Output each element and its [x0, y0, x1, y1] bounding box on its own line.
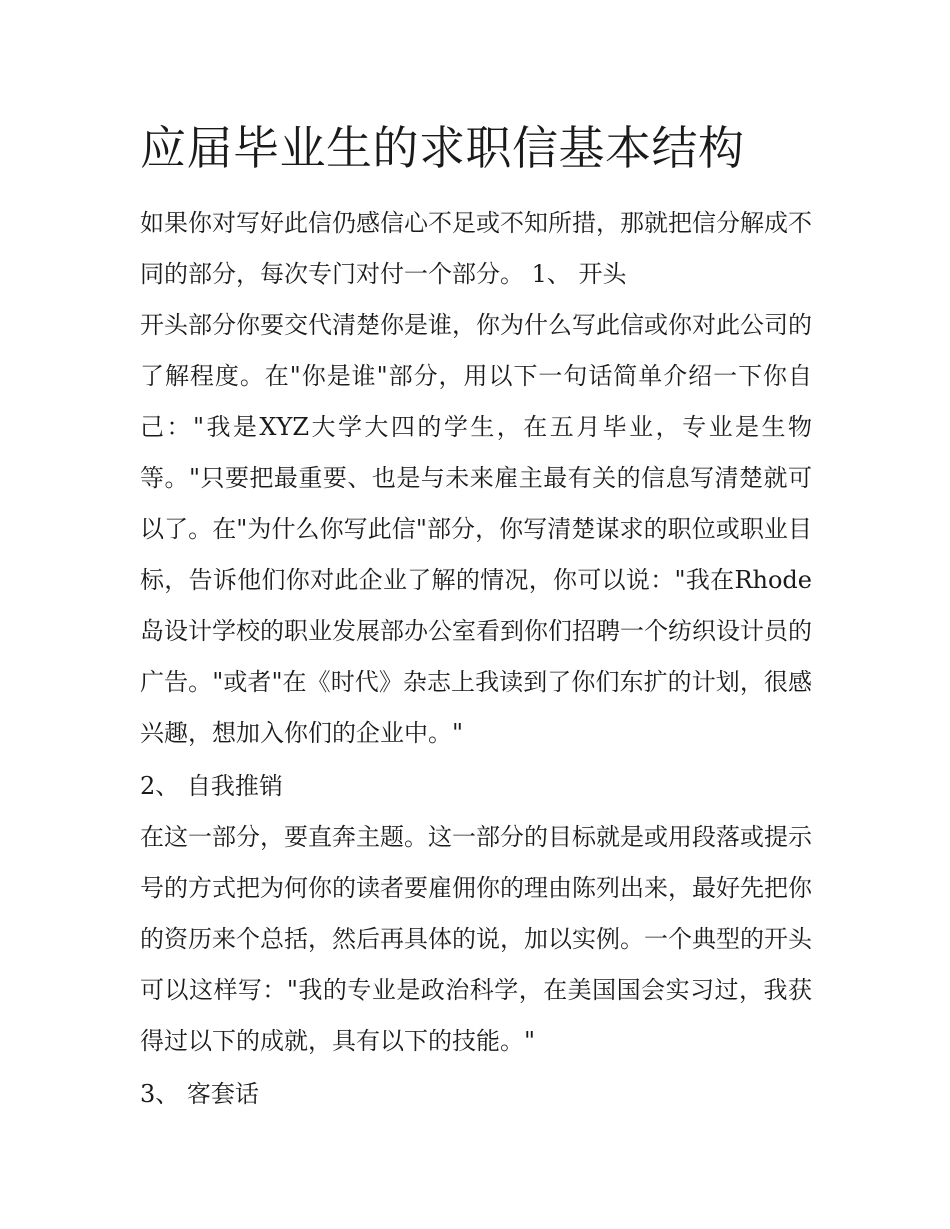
document-page	[140, 112, 812, 1120]
opening-paragraph: 开头部分你要交代清楚你是谁，你为什么写此信或你对此公司的了解程度。在"你是谁"部分，用以下一句话简单介绍一下你自己："我是XYZ大学大四的学生，在五月毕业，专业是生物等。"只要把最重要、也是与未来雇主最有关的信息写清楚就可以了。在"为什么你写此信"部分，你写清楚谋求的职位或职业目标，告诉他们你对此企业了解的情况，你可以说："我在Rhode岛设计学校的职业发展部办公室看到你们招聘一个纺织设计员的广告。"或者"在《时代》杂志上我读到了你们东扩的计划，很感兴趣，想加入你们的企业中。"	[140, 311, 812, 747]
section-2-heading: 2、 自我推销	[140, 772, 283, 800]
intro-paragraph: 如果你对写好此信仍感信心不足或不知所措，那就把信分解成不同的部分，每次专门对付一个部分。 1、 开头	[140, 209, 812, 288]
document-title: 应届毕业生的求职信基本结构	[140, 121, 745, 175]
section-2-paragraph: 在这一部分，要直奔主题。这一部分的目标就是或用段落或提示号的方式把为何你的读者要雇佣你的理由陈列出来，最好先把你的资历来个总括，然后再具体的说，加以实例。一个典型的开头可以这样写："我的专业是政治科学，在美国国会实习过，我获得过以下的成就，具有以下的技能。"	[140, 823, 812, 1055]
section-3-heading: 3、 客套话	[140, 1080, 259, 1108]
